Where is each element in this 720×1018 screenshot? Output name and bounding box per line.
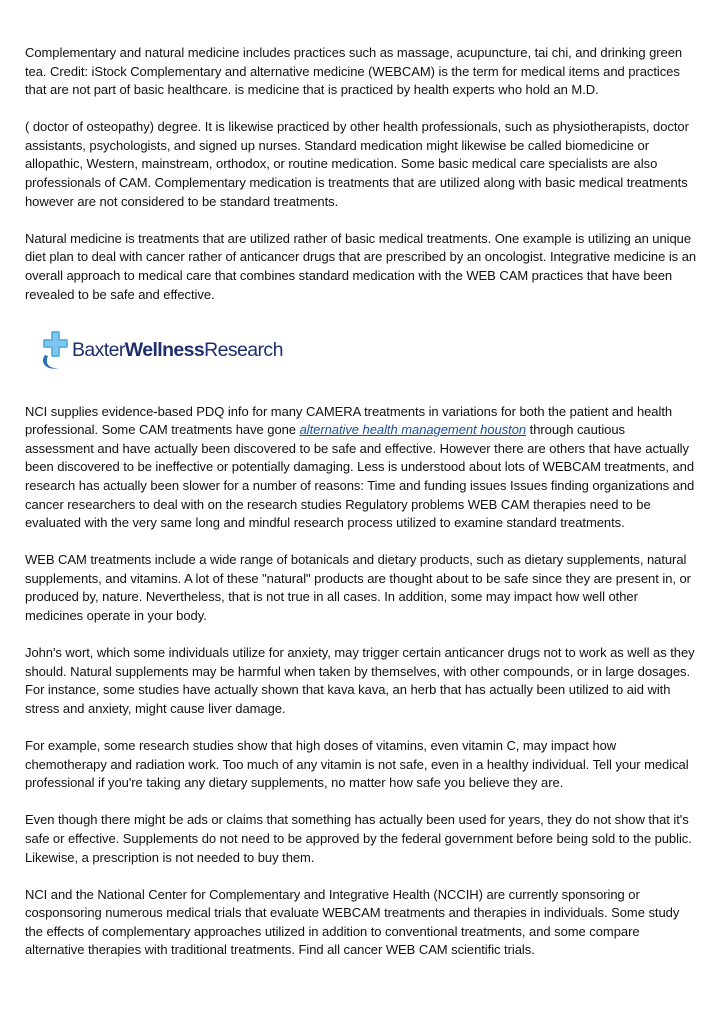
paragraph-4 (25, 403, 697, 533)
baxter-wellness-research-logo (37, 323, 697, 373)
paragraph-4-text-after-link: through cautious assessment and have actually been discovered to be safe and effective. However there are others that have actually been discovered to be ineffective or potentially damaging. Less is understood about lots of WEBCAM treatments, and research has actually been slower for a number of reasons: Time and funding issues Issues finding organizations and cancer researchers to deal with on the research studies Regulatory problems WEB CAM therapies need to be evaluated with the very same long and mindful research process utilized to examine standard treatments. (25, 422, 695, 531)
logo-wordmark (72, 339, 283, 362)
paragraph-6: John's wort, which some individuals utilize for anxiety, may trigger certain anticancer drugs not to work as well as they should. Natural supplements may be harmful when taken by themselves, with other compounds, or in large dosages. For instance, some studies have actually shown that kava kava, an herb that has actually been utilized to aid with stress and anxiety, might cause liver damage. (25, 645, 695, 716)
paragraph-3: Natural medicine is treatments that are utilized rather of basic medical treatments. One example is utilizing an unique diet plan to deal with cancer rather of anticancer drugs that are prescribed by an oncologist. Integrative medicine is an overall approach to medical care that combines standard medication with the WEB CAM practices that have been revealed to be safe and effective. (25, 230, 697, 302)
logo-word-baxter: Baxter (72, 339, 125, 362)
paragraph-4-text-before-link: NCI supplies evidence-based PDQ info for many CAMERA treatments in variations for both the patient and health professional. Some CAM treatments have gone (25, 403, 673, 438)
alternative-health-link[interactable]: alternative health management houston (299, 422, 527, 438)
logo-word-wellness: Wellness (124, 339, 205, 362)
paragraph-9: NCI and the National Center for Complementary and Integrative Health (NCCIH) are currently sponsoring or cosponsoring numerous medical trials that evaluate WEBCAM treatments and therapies in individuals. Some study the effects of complementary approaches utilized in addition to conventional treatments, and some compare alternative therapies with traditional treatments. Find all cancer WEB CAM scientific trials. (25, 886, 680, 958)
document-body (25, 44, 697, 978)
paragraph-5: WEB CAM treatments include a wide range of botanicals and dietary products, such as dietary supplements, natural supplements, and vitamins. A lot of these "natural" products are thought about to be safe since they are present in, or produced by, nature. Nevertheless, that is not true in all cases. In addition, some may impact how well other medicines operate in your body. (25, 552, 691, 624)
logo-word-research: Research (204, 339, 283, 362)
paragraph-2: ( doctor of osteopathy) degree. It is likewise practiced by other health professionals, such as physiotherapists, doctor assistants, psychologists, and signed up nurses. Standard medication might likewise be called biomedicine or allopathic, Western, mainstream, orthodox, or routine medication. Some basic medical care specialists are also professionals of CAM. Complementary medication is treatments that are utilized along with basic medical treatments however are not considered to be standard treatments. (25, 119, 689, 209)
paragraph-7: For example, some research studies show that high doses of vitamins, even vitamin C, may impact how chemotherapy and radiation work. Too much of any vitamin is not safe, even in a healthy individual. Tell your medical professional if you're taking any dietary supplements, no matter how safe you believe they are. (25, 738, 689, 791)
paragraph-8: Even though there might be ads or claims that something has actually been used for years, they do not show that it's safe or effective. Supplements do not need to be approved by the federal government before being sold to the public. Likewise, a prescription is not needed to buy them. (25, 812, 692, 865)
paragraph-1: Complementary and natural medicine includes practices such as massage, acupuncture, tai chi, and drinking green tea. Credit: iStock Complementary and alternative medicine (WEBCAM) is the term for medical items and practices that are not part of basic healthcare. is medicine that is practiced by health experts who hold an M.D. (25, 45, 683, 98)
medical-cross-logo-icon (37, 325, 75, 371)
